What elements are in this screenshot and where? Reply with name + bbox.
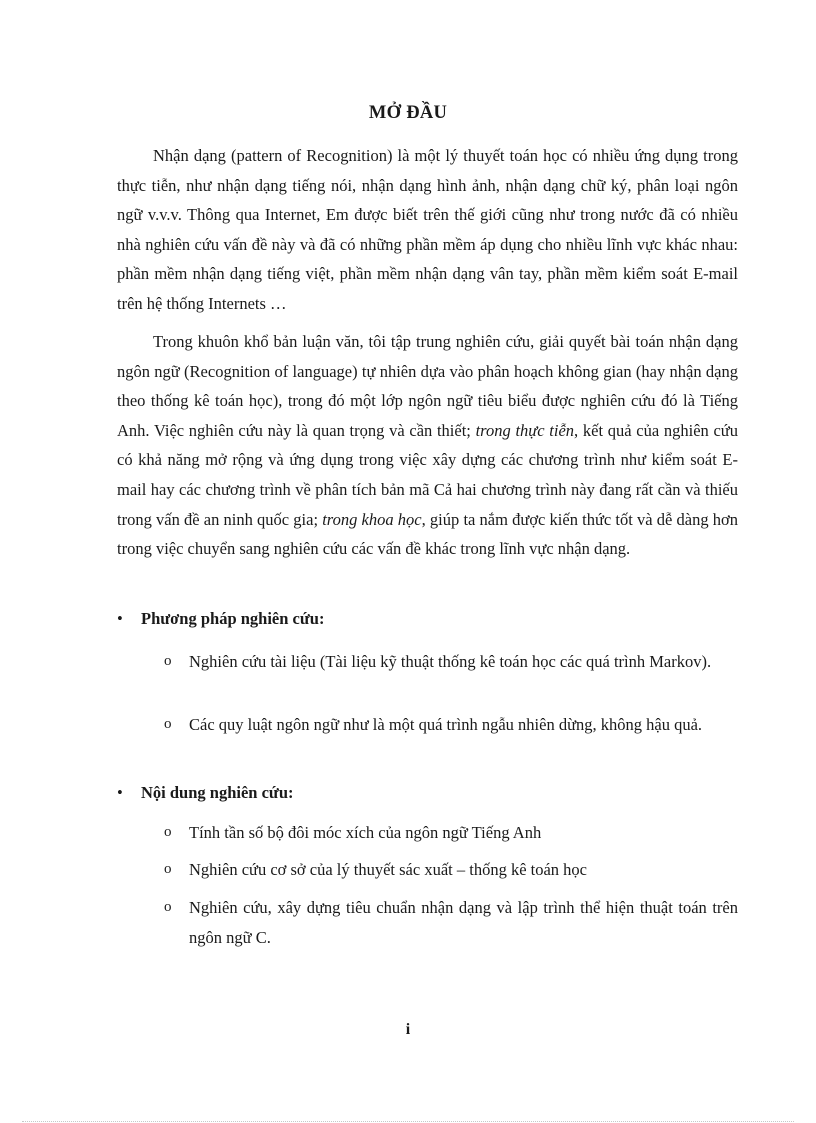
circle-bullet-icon: o bbox=[164, 824, 172, 840]
list-item-text: Nghiên cứu, xây dựng tiêu chuẩn nhận dạng và lập trình thể hiện thuật toán trên ngôn ngữ C. bbox=[189, 898, 738, 947]
circle-bullet-icon: o bbox=[164, 653, 172, 669]
scope-emphasis-science: trong khoa học bbox=[322, 509, 422, 529]
page-number: i bbox=[405, 1021, 411, 1038]
content-heading-text: Nội dung nghiên cứu: bbox=[141, 783, 294, 802]
intro-paragraph bbox=[117, 141, 738, 319]
page-title: MỞ ĐẦU bbox=[368, 103, 448, 123]
circle-bullet-icon: o bbox=[164, 716, 172, 732]
scope-text-3: , giúp ta nắm được kiến thức tốt và dễ dàng hơn trong việc chuyển sang nghiên cứu các vấn đề khác trong lĩnh vực nhận dạng. bbox=[117, 509, 738, 559]
list-item-text: Nghiên cứu tài liệu (Tài liệu kỹ thuật thống kê toán học các quá trình Markov). bbox=[189, 652, 712, 671]
methods-heading-text: Phương pháp nghiên cứu: bbox=[141, 609, 325, 628]
list-item-text: Nghiên cứu cơ sở của lý thuyết sác xuất – thống kê toán học bbox=[189, 860, 587, 879]
bullet-icon: • bbox=[117, 609, 123, 628]
list-item-text: Các quy luật ngôn ngữ như là một quá trình ngẫu nhiên dừng, không hậu quả. bbox=[189, 715, 703, 734]
page-bottom-divider bbox=[22, 1121, 794, 1122]
scope-emphasis-practice: trong thực tiễn bbox=[475, 420, 575, 440]
scope-paragraph bbox=[117, 327, 738, 564]
list-item-text: Tính tần số bộ đôi móc xích của ngôn ngữ Tiếng Anh bbox=[189, 823, 542, 842]
bullet-icon: • bbox=[117, 783, 123, 802]
scope-text-1: Trong khuôn khổ bản luận văn, tôi tập trung nghiên cứu, giải quyết bài toán nhận dạng ngôn ngữ (Recognition of language) tự nhiên dựa vào phân hoạch không gian (hay nhận dạng theo thống kê toán học), trong đó một lớp ngôn ngữ tiêu biểu được nghiên cứu đó là Tiếng Anh. Việc nghiên cứu này là quan trọng và cần thiết; bbox=[117, 332, 738, 440]
circle-bullet-icon: o bbox=[164, 861, 172, 877]
scope-text-2: , kết quả của nghiên cứu có khả năng mở rộng và ứng dụng trong việc xây dựng các chương trình như kiểm soát E-mail hay các chương trình về phân tích bản mã Cả hai chương trình này đang rất cần và thiếu trong vấn đề an ninh quốc gia; bbox=[117, 420, 738, 529]
intro-paragraph-text: Nhận dạng (pattern of Recognition) là một lý thuyết toán học có nhiều ứng dụng trong thực tiễn, như nhận dạng tiếng nói, nhận dạng hình ảnh, nhận dạng chữ ký, phân loại ngôn ngữ v.v.v. Thông qua Internet, Em được biết trên thế giới cũng như trong nước đã có nhiều nhà nghiên cứu vấn đề này và đã có những phần mềm áp dụng cho nhiều lĩnh vực khác nhau: phần mềm nhận dạng tiếng việt, phần mềm nhận dạng vân tay, phần mềm kiểm soát E-mail trên hệ thống Internets … bbox=[117, 146, 738, 313]
circle-bullet-icon: o bbox=[164, 899, 172, 915]
